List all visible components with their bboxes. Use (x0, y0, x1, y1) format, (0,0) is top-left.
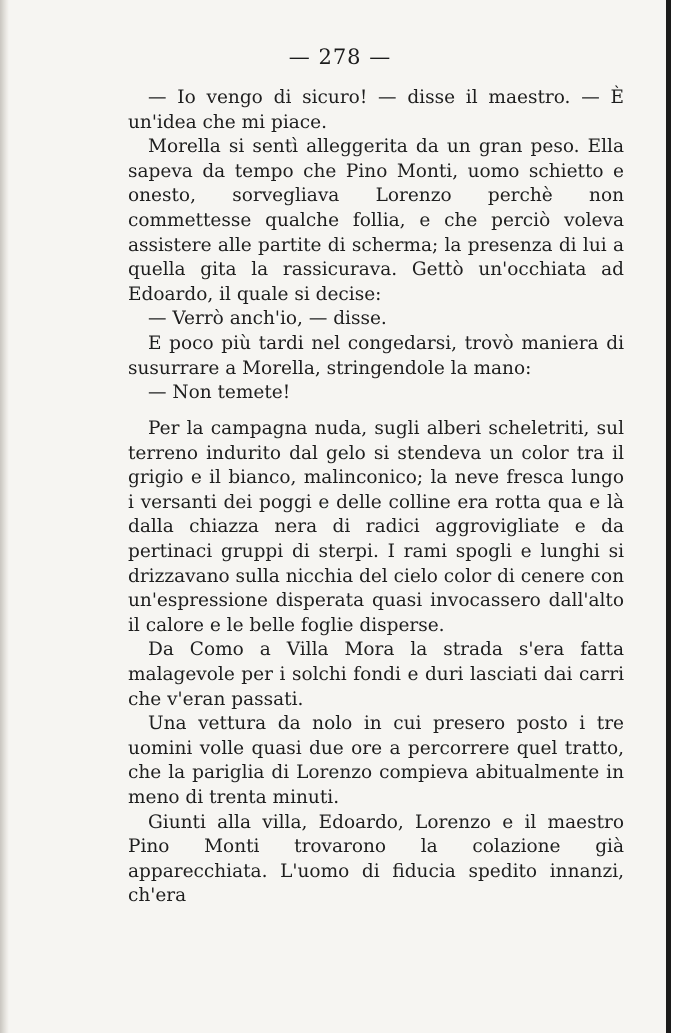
paragraph: Da Como a Villa Mora la strada s'era fatta malagevole per i solchi fondi e duri lasciati dai carri che v'eran passati. (128, 639, 624, 710)
page-number: — 278 — (288, 45, 392, 69)
paragraph: Morella si sentì alleggerita da un gran peso. Ella sapeva da tempo che Pino Monti, uomo schietto e onesto, sorvegliava Lorenzo perchè non commettesse qualche follia, e che perciò voleva assistere alle partite di scherma; la presenza di lui a quella gita la rassicurava. Gettò un'occhiata ad Edoardo, il quale si decise: (128, 136, 624, 305)
section-narrative (128, 417, 624, 909)
book-spine-shadow (0, 0, 9, 1033)
page-edge-bar (666, 0, 671, 1033)
paragraph: Giunti alla villa, Edoardo, Lorenzo e il maestro Pino Monti trovarono la colazione già apparecchiata. L'uomo di fiducia spedito innanzi, ch'era (128, 811, 624, 907)
section-dialogue (128, 86, 624, 406)
paragraph: — Io vengo di sicuro! — disse il maestro. — È un'idea che mi piace. (128, 87, 624, 133)
paragraph: Per la campagna nuda, sugli alberi scheletriti, sul terreno indurito dal gelo si stendeva un color tra il grigio e il bianco, malinconico; la neve fresca lungo i versanti dei poggi e delle colline era rotta qua e là dalla chiazza nera di radici aggrovigliate e da pertinaci gruppi di sterpi. I rami spogli e lunghi si drizzavano sulla nicchia del cielo color di cenere con un'espressione disperata quasi invocassero dall'alto il calore e le belle foglie disperse. (128, 418, 624, 636)
paragraph: E poco più tardi nel congedarsi, trovò maniera di susurrare a Morella, stringendole la mano: (128, 332, 624, 379)
paragraph: Una vettura da nolo in cui presero posto i tre uomini volle quasi due ore a percorrere quel tratto, che la pariglia di Lorenzo compieva abitualmente in meno di trenta minuti. (128, 713, 624, 808)
paragraph: — Verrò anch'io, — disse. (148, 308, 387, 330)
paragraph: — Non temete! (148, 382, 291, 404)
